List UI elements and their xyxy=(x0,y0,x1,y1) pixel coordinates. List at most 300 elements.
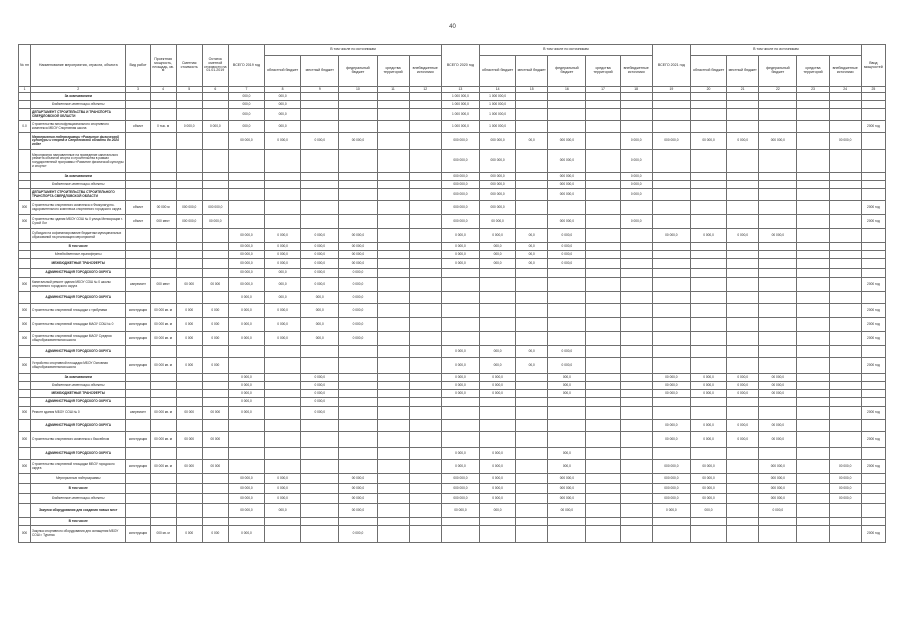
amount-cell xyxy=(377,504,409,518)
amount-cell: 000,0 xyxy=(301,332,339,346)
amount-cell: 00 000,0 xyxy=(228,251,264,259)
header-source: местный бюджет xyxy=(301,56,339,87)
amount-cell xyxy=(620,201,652,215)
amount-cell xyxy=(339,358,377,374)
commissioning-cell xyxy=(861,382,885,390)
amount-cell xyxy=(548,201,586,215)
amount-cell: 000 000,0 xyxy=(759,460,797,474)
header-source: областной бюджет xyxy=(265,56,301,87)
work-type-cell: объект xyxy=(126,215,150,229)
amount-cell: 00 000,0 xyxy=(759,382,797,390)
row-number-cell: 000 xyxy=(19,215,31,229)
header-source: областной бюджет xyxy=(690,56,726,87)
amount-cell xyxy=(690,332,726,346)
amount-cell: 000,0 xyxy=(480,358,516,374)
amount-cell xyxy=(620,243,652,251)
amount-cell xyxy=(690,278,726,292)
amount-cell xyxy=(301,121,339,133)
amount-cell xyxy=(176,181,202,189)
row-number-cell: 000 xyxy=(19,278,31,292)
amount-cell xyxy=(797,346,829,358)
amount-cell: 0 000,0 xyxy=(301,251,339,259)
amount-cell xyxy=(409,251,441,259)
table-row xyxy=(19,474,886,484)
amount-cell xyxy=(228,432,264,448)
amount-cell xyxy=(797,474,829,484)
commissioning-cell xyxy=(861,474,885,484)
work-type-cell: конструкция xyxy=(126,318,150,332)
amount-cell xyxy=(150,101,176,109)
amount-cell xyxy=(265,460,301,474)
row-number-cell: 0.0 xyxy=(19,121,31,133)
amount-cell xyxy=(620,278,652,292)
amount-cell: 00 000,0 xyxy=(228,484,264,494)
amount-cell xyxy=(586,407,620,420)
amount-cell: 00 000,0 xyxy=(690,494,726,504)
column-index-cell: 9 xyxy=(301,87,339,93)
header-source: областной бюджет xyxy=(480,56,516,87)
amount-cell xyxy=(652,150,690,173)
amount-cell xyxy=(516,526,548,543)
amount-cell xyxy=(586,150,620,173)
work-type-cell: капремонт xyxy=(126,278,150,292)
commissioning-cell xyxy=(861,346,885,358)
amount-cell xyxy=(480,332,516,346)
row-name-cell: Мероприятия направленные на проведение капитального ремонта объектов спорта и строительства в рамках государственной программы «Развитие физической культуры и спорта» xyxy=(31,150,126,173)
amount-cell xyxy=(829,243,861,251)
amount-cell xyxy=(548,432,586,448)
amount-cell xyxy=(586,229,620,243)
amount-cell xyxy=(620,358,652,374)
amount-cell: 00 000,0 xyxy=(548,504,586,518)
row-number-cell xyxy=(19,173,31,181)
amount-cell xyxy=(150,448,176,460)
amount-cell xyxy=(620,304,652,318)
amount-cell xyxy=(441,526,479,543)
amount-cell xyxy=(586,292,620,304)
amount-cell xyxy=(797,133,829,150)
amount-cell xyxy=(409,292,441,304)
header-source: федеральный бюджет xyxy=(759,56,797,87)
amount-cell xyxy=(339,390,377,398)
amount-cell: 0 000 xyxy=(176,318,202,332)
row-name-cell: В том числе xyxy=(31,518,126,526)
amount-cell xyxy=(202,93,228,101)
header-source: местный бюджет xyxy=(516,56,548,87)
amount-cell xyxy=(548,121,586,133)
amount-cell: 000 000,0 xyxy=(652,460,690,474)
amount-cell: 1 000 000,0 xyxy=(441,109,479,121)
commissioning-cell xyxy=(861,173,885,181)
table-row xyxy=(19,460,886,474)
amount-cell xyxy=(829,121,861,133)
amount-cell xyxy=(301,201,339,215)
work-type-cell: конструкция xyxy=(126,526,150,543)
amount-cell xyxy=(620,374,652,382)
amount-cell xyxy=(829,318,861,332)
amount-cell: 0 000,0 xyxy=(265,474,301,484)
amount-cell xyxy=(727,460,759,474)
amount-cell: 00 000 кв. м xyxy=(150,407,176,420)
amount-cell xyxy=(377,229,409,243)
amount-cell xyxy=(176,292,202,304)
row-name-cell: Закупка спортивного оборудования для оснащения МБОУ СОШ г. Туринск xyxy=(31,526,126,543)
amount-cell xyxy=(652,109,690,121)
amount-cell: 000 000,0 xyxy=(548,484,586,494)
amount-cell xyxy=(339,407,377,420)
amount-cell xyxy=(516,101,548,109)
amount-cell xyxy=(301,358,339,374)
amount-cell: 0 000,0 xyxy=(301,229,339,243)
amount-cell: 00 000 xyxy=(176,432,202,448)
amount-cell: 000 000,0 xyxy=(548,173,586,181)
amount-cell xyxy=(797,318,829,332)
amount-cell xyxy=(516,398,548,407)
column-index-cell: 1 xyxy=(19,87,31,93)
work-type-cell xyxy=(126,243,150,251)
header-capacity: Проектная мощность, площадь, кв. м xyxy=(150,45,176,87)
amount-cell xyxy=(797,101,829,109)
table-row xyxy=(19,526,886,543)
work-type-cell: конструкция xyxy=(126,304,150,318)
amount-cell xyxy=(202,269,228,278)
amount-cell xyxy=(829,346,861,358)
amount-cell xyxy=(759,259,797,269)
amount-cell: 0 000,0 xyxy=(339,269,377,278)
work-type-cell: объект xyxy=(126,201,150,215)
amount-cell: 000 000,0 xyxy=(176,215,202,229)
table-row xyxy=(19,150,886,173)
amount-cell xyxy=(797,484,829,494)
amount-cell xyxy=(377,494,409,504)
amount-cell: 0 000,0 xyxy=(480,474,516,484)
table-row xyxy=(19,259,886,269)
column-index-cell: 10 xyxy=(339,87,377,93)
header-source: внебюджетные источники xyxy=(829,56,861,87)
amount-cell xyxy=(548,101,586,109)
amount-cell xyxy=(690,201,726,215)
amount-cell xyxy=(339,173,377,181)
amount-cell: 0 000,0 xyxy=(228,304,264,318)
amount-cell xyxy=(176,259,202,269)
column-index-cell: 2 xyxy=(31,87,126,93)
row-name-cell: АДМИНИСТРАЦИЯ ГОРОДСКОГО ОКРУГА xyxy=(31,398,126,407)
amount-cell xyxy=(301,526,339,543)
amount-cell: 0 000,0 xyxy=(690,420,726,432)
amount-cell: 0 000,0 xyxy=(620,181,652,189)
amount-cell xyxy=(829,229,861,243)
work-type-cell xyxy=(126,109,150,121)
table-row xyxy=(19,229,886,243)
row-number-cell xyxy=(19,346,31,358)
amount-cell xyxy=(586,432,620,448)
amount-cell xyxy=(797,150,829,173)
row-name-cell: Бюджетные инвестиции объекты xyxy=(31,382,126,390)
amount-cell xyxy=(727,93,759,101)
amount-cell: 000 000,0 xyxy=(548,133,586,150)
row-name-cell: В том числе xyxy=(31,484,126,494)
commissioning-cell xyxy=(861,269,885,278)
amount-cell xyxy=(516,460,548,474)
amount-cell xyxy=(202,346,228,358)
commissioning-cell: 2000 год xyxy=(861,215,885,229)
amount-cell xyxy=(759,181,797,189)
amount-cell xyxy=(620,474,652,484)
amount-cell xyxy=(727,215,759,229)
header-remaining: Остаток сметной стоимости на 01.01.2019 xyxy=(202,45,228,87)
amount-cell xyxy=(759,243,797,251)
amount-cell: 00 000 кв. м xyxy=(150,304,176,318)
amount-cell xyxy=(202,229,228,243)
table-row xyxy=(19,201,886,215)
amount-cell: 00 000,0 xyxy=(829,133,861,150)
amount-cell: 0 000,0 xyxy=(441,374,479,382)
amount-cell: 00 000,0 xyxy=(228,474,264,484)
amount-cell xyxy=(228,448,264,460)
header-source: местный бюджет xyxy=(727,56,759,87)
amount-cell xyxy=(797,460,829,474)
amount-cell xyxy=(620,390,652,398)
amount-cell: 0 000 xyxy=(202,332,228,346)
amount-cell xyxy=(441,318,479,332)
amount-cell xyxy=(480,318,516,332)
amount-cell xyxy=(202,390,228,398)
amount-cell xyxy=(202,474,228,484)
commissioning-cell: 2000 год xyxy=(861,358,885,374)
amount-cell: 000 000,0 xyxy=(441,474,479,484)
amount-cell xyxy=(377,448,409,460)
commissioning-cell xyxy=(861,390,885,398)
amount-cell: 0 000,0 xyxy=(727,133,759,150)
amount-cell xyxy=(265,374,301,382)
amount-cell: 0 000 xyxy=(176,304,202,318)
amount-cell xyxy=(339,121,377,133)
amount-cell xyxy=(150,109,176,121)
amount-cell: 000,0 xyxy=(301,318,339,332)
amount-cell xyxy=(548,407,586,420)
header-group-2019: В том числе по источникам xyxy=(265,45,442,56)
amount-cell xyxy=(652,346,690,358)
amount-cell xyxy=(301,432,339,448)
amount-cell xyxy=(586,251,620,259)
amount-cell: 000 000,0 xyxy=(441,133,479,150)
amount-cell xyxy=(620,251,652,259)
amount-cell xyxy=(586,201,620,215)
row-name-cell: Строительство спортивной площадки МБОУ городского округа xyxy=(31,460,126,474)
commissioning-cell: 2000 год xyxy=(861,201,885,215)
amount-cell xyxy=(797,407,829,420)
amount-cell xyxy=(409,304,441,318)
amount-cell xyxy=(516,109,548,121)
amount-cell xyxy=(797,420,829,432)
header-num: № пп xyxy=(19,45,31,87)
amount-cell xyxy=(516,93,548,101)
row-name-cell: Строительство спортивной площадки с трибунами xyxy=(31,304,126,318)
amount-cell xyxy=(727,251,759,259)
amount-cell: 0 000,0 xyxy=(301,269,339,278)
work-type-cell xyxy=(126,504,150,518)
amount-cell xyxy=(339,346,377,358)
amount-cell xyxy=(652,121,690,133)
amount-cell xyxy=(759,358,797,374)
amount-cell xyxy=(652,407,690,420)
amount-cell xyxy=(516,181,548,189)
amount-cell xyxy=(202,518,228,526)
amount-cell xyxy=(727,318,759,332)
amount-cell xyxy=(652,292,690,304)
amount-cell xyxy=(409,358,441,374)
table-row xyxy=(19,494,886,504)
amount-cell xyxy=(620,494,652,504)
header-source: средства территорий xyxy=(797,56,829,87)
amount-cell xyxy=(516,390,548,398)
amount-cell xyxy=(727,398,759,407)
amount-cell xyxy=(727,504,759,518)
amount-cell xyxy=(690,173,726,181)
amount-cell xyxy=(652,269,690,278)
amount-cell xyxy=(652,93,690,101)
amount-cell xyxy=(759,93,797,101)
amount-cell xyxy=(301,101,339,109)
amount-cell xyxy=(829,181,861,189)
amount-cell xyxy=(586,374,620,382)
amount-cell xyxy=(516,121,548,133)
amount-cell xyxy=(620,259,652,269)
column-index-cell: 22 xyxy=(759,87,797,93)
amount-cell xyxy=(176,504,202,518)
amount-cell xyxy=(176,173,202,181)
amount-cell: 0 000,0 xyxy=(620,173,652,181)
amount-cell xyxy=(339,181,377,189)
amount-cell xyxy=(409,189,441,201)
amount-cell xyxy=(339,150,377,173)
commissioning-cell xyxy=(861,504,885,518)
column-index-cell: 14 xyxy=(480,87,516,93)
amount-cell xyxy=(441,278,479,292)
row-number-cell xyxy=(19,494,31,504)
amount-cell xyxy=(652,526,690,543)
amount-cell xyxy=(586,133,620,150)
amount-cell: 00 000 xyxy=(202,432,228,448)
commissioning-cell xyxy=(861,181,885,189)
amount-cell xyxy=(652,518,690,526)
amount-cell: 000 000,0 xyxy=(176,201,202,215)
amount-cell xyxy=(620,109,652,121)
column-index-cell: 3 xyxy=(126,87,150,93)
amount-cell xyxy=(409,484,441,494)
amount-cell xyxy=(759,526,797,543)
amount-cell: 000,0 xyxy=(480,504,516,518)
amount-cell xyxy=(377,398,409,407)
amount-cell xyxy=(441,332,479,346)
table-row xyxy=(19,278,886,292)
row-name-cell: Устройство спортивной площадки МБОУ Основная общеобразовательная школа xyxy=(31,358,126,374)
commissioning-cell: 2000 год xyxy=(861,526,885,543)
amount-cell: 000 000,0 xyxy=(480,133,516,150)
table-row xyxy=(19,318,886,332)
amount-cell xyxy=(265,189,301,201)
row-name-cell: Строительство спортивной площадки МАОУ Средняя общеобразовательная школа xyxy=(31,332,126,346)
amount-cell xyxy=(228,420,264,432)
amount-cell xyxy=(620,484,652,494)
amount-cell: 00,0 xyxy=(516,346,548,358)
header-total-2020: ВСЕГО 2020 год xyxy=(441,45,479,87)
header-group-2021: В том числе по источникам xyxy=(690,45,861,56)
amount-cell xyxy=(441,432,479,448)
row-number-cell xyxy=(19,93,31,101)
amount-cell: 000 000,0 xyxy=(759,494,797,504)
amount-cell xyxy=(377,358,409,374)
amount-cell xyxy=(150,229,176,243)
amount-cell: 0 000,0 xyxy=(301,374,339,382)
amount-cell xyxy=(228,181,264,189)
column-index-cell: 21 xyxy=(727,87,759,93)
amount-cell xyxy=(480,398,516,407)
amount-cell xyxy=(228,518,264,526)
amount-cell: 00 000,0 xyxy=(690,474,726,484)
amount-cell: 000,0 xyxy=(548,382,586,390)
table-row xyxy=(19,484,886,494)
amount-cell xyxy=(377,93,409,101)
table-row xyxy=(19,292,886,304)
amount-cell: 0 000,0 xyxy=(548,251,586,259)
amount-cell: 000,0 xyxy=(301,292,339,304)
amount-cell: 000,0 xyxy=(480,243,516,251)
column-index-cell: 16 xyxy=(548,87,586,93)
amount-cell xyxy=(586,269,620,278)
work-type-cell xyxy=(126,494,150,504)
amount-cell xyxy=(586,390,620,398)
amount-cell xyxy=(829,101,861,109)
amount-cell xyxy=(176,390,202,398)
column-index-cell: 17 xyxy=(586,87,620,93)
amount-cell: 00 000 кв. м xyxy=(150,318,176,332)
amount-cell xyxy=(339,382,377,390)
amount-cell xyxy=(797,93,829,101)
amount-cell xyxy=(377,215,409,229)
amount-cell xyxy=(339,432,377,448)
amount-cell: 0 000,0 xyxy=(620,215,652,229)
amount-cell xyxy=(829,448,861,460)
amount-cell: 00 000,0 xyxy=(652,390,690,398)
amount-cell xyxy=(797,374,829,382)
commissioning-cell: 2000 год xyxy=(861,278,885,292)
amount-cell: 0 000,0 xyxy=(228,332,264,346)
amount-cell: 0 000,0 xyxy=(339,278,377,292)
amount-cell xyxy=(409,229,441,243)
amount-cell xyxy=(797,332,829,346)
amount-cell xyxy=(176,150,202,173)
amount-cell xyxy=(301,93,339,101)
amount-cell: 00,0 xyxy=(516,133,548,150)
amount-cell xyxy=(690,259,726,269)
amount-cell xyxy=(377,518,409,526)
amount-cell xyxy=(516,292,548,304)
row-name-cell: АДМИНИСТРАЦИЯ ГОРОДСКОГО ОКРУГА xyxy=(31,269,126,278)
amount-cell: 0 000,0 xyxy=(480,460,516,474)
amount-cell xyxy=(265,398,301,407)
amount-cell: 0 000,0 xyxy=(301,278,339,292)
amount-cell: 0 000,0 xyxy=(228,526,264,543)
amount-cell xyxy=(829,390,861,398)
amount-cell xyxy=(516,382,548,390)
amount-cell xyxy=(727,448,759,460)
amount-cell: 00 000,0 xyxy=(228,243,264,251)
amount-cell xyxy=(829,420,861,432)
amount-cell xyxy=(516,504,548,518)
amount-cell xyxy=(652,101,690,109)
amount-cell xyxy=(759,318,797,332)
